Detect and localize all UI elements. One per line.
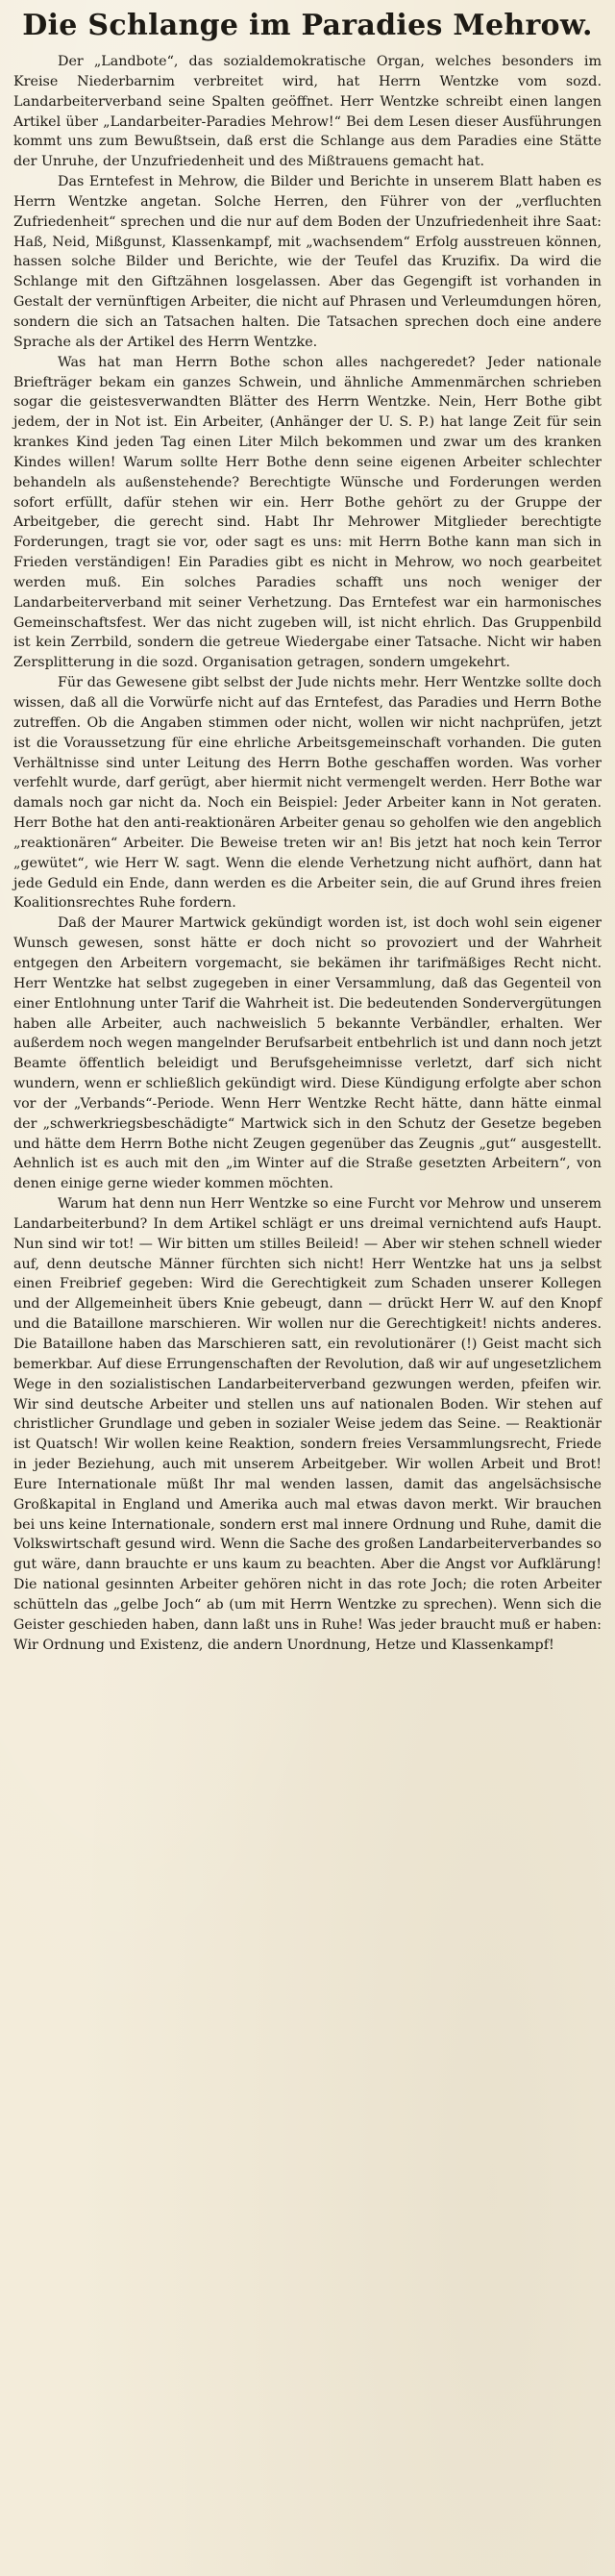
- article-title: Die Schlange im Paradies Mehrow.: [22, 9, 593, 42]
- article-paragraph: Daß der Maurer Martwick gekündigt worden ist, ist doch wohl sein eigener Wunsch gewesen, sonst hätte er doch nicht so provoziert und der Wahrheit entgegen den Arbeitern vorgemacht, sie bekämen ihr tarifmäßiges Recht nicht. Herr Wentzke hat selbst zugegeben in einer Versammlung, daß das Gegenteil von einer Entlohnung unter Tarif die Wahrheit ist. Die bedeutenden Sondervergütungen haben alle Arbeiter, auch nachweislich 5 bekannte Verbändler, erhalten. Wer außerdem noch wegen mangelnder Berufsarbeit entbehrlich ist und dann noch jetzt Beamte öffentlich beleidigt und Berufsgeheimnisse verletzt, darf sich nicht wundern, wenn er schließlich gekündigt wird. Diese Kündigung erfolgte aber schon vor der „Verbands“-Periode. Wenn Herr Wentzke Recht hätte, dann hätte einmal der „schwerkriegsbeschädigte“ Martwick sich in den Schutz der Gesetze begeben und hätte dem Herrn Bothe nicht Zeugen gegenüber das Zeugnis „gut“ ausgestellt. Aehnlich ist es auch mit den „im Winter auf die Straße gesetzten Arbeitern“, von denen einige gerne wieder kommen möchten.: [13, 915, 602, 1192]
- article-paragraph: Der „Landbote“, das sozialdemokratische Organ, welches besonders im Kreise Niederbarnim verbreitet wird, hat Herrn Wentzke vom sozd. Landarbeiterverband seine Spalten geöffnet. Herr Wentzke schreibt einen langen Artikel über „Landarbeiter-Paradies Mehrow!“ Bei dem Lesen dieser Ausführungen kommt uns zum Bewußtsein, daß erst die Schlange aus dem Paradies eine Stätte der Unruhe, der Unzufriedenheit und des Mißtrauens gemacht hat.: [13, 54, 602, 170]
- article-paragraph: Das Erntefest in Mehrow, die Bilder und Berichte in unserem Blatt haben es Herrn Wentzke angetan. Solche Herren, den Führer von der „verfluchten Zufriedenheit“ sprechen und die nur auf dem Boden der Unzufriedenheit ihre Saat: Haß, Neid, Mißgunst, Klassenkampf, mit „wachsendem“ Erfolg ausstreuen können, hassen solche Bilder und Berichte, wie der Teufel das Kruzifix. Da wird die Schlange mit den Giftzähnen losgelassen. Aber das Gegengift ist vorhanden in Gestalt der vernünftigen Arbeiter, die nicht auf Phrasen und Verleumdungen hören, sondern die sich an Tatsachen halten. Die Tatsachen sprechen doch eine andere Sprache als der Artikel des Herrn Wentzke.: [13, 174, 602, 350]
- article-body: [13, 52, 602, 1656]
- article-paragraph: Was hat man Herrn Bothe schon alles nachgeredet? Jeder nationale Briefträger bekam ein ganzes Schwein, und ähnliche Ammenmärchen schrieben sogar die geistesverwandten Blätter des Herrn Wentzke. Nein, Herr Bothe gibt jedem, der in Not ist. Ein Arbeiter, (Anhänger der U. S. P.) hat lange Zeit für sein krankes Kind jeden Tag einen Liter Milch bekommen und zwar um des kranken Kindes willen! Warum sollte Herr Bothe denn seine eigenen Arbeiter schlechter behandeln als außenstehende? Berechtigte Wünsche und Forderungen werden sofort erfüllt, dafür stehen wir ein. Herr Bothe gehört zu der Gruppe der Arbeitgeber, die gerecht sind. Habt Ihr Mehrower Mitglieder berechtigte Forderungen, tragt sie vor, oder sagt es uns: mit Herrn Bothe kann man sich in Frieden verständigen! Ein Paradies gibt es nicht in Mehrow, wo noch gearbeitet werden muß. Ein solches Paradies schafft uns noch weniger der Landarbeiterverband mit seiner Verhetzung. Das Erntefest war ein harmonisches Gemeinschaftsfest. Wer das nicht zugeben will, ist nicht ehrlich. Das Gruppenbild ist kein Zerrbild, sondern die getreue Wiedergabe einer Tatsache. Nicht wir haben Zersplitterung in die sozd. Organisation getragen, sondern umgekehrt.: [13, 354, 602, 671]
- article-paragraph: Warum hat denn nun Herr Wentzke so eine Furcht vor Mehrow und unserem Landarbeiterbund? In dem Artikel schlägt er uns dreimal vernichtend aufs Haupt. Nun sind wir tot! — Wir bitten um stilles Beileid! — Aber wir stehen schnell wieder auf, denn deutsche Männer fürchten sich nicht! Herr Wentzke hat uns ja selbst einen Freibrief gegeben: Wird die Gerechtigkeit zum Schaden unserer Kollegen und der Allgemeinheit übers Knie gebeugt, dann — drückt Herr W. auf den Knopf und die Bataillone marschieren. Wir wollen nur die Gerechtigkeit! nichts anderes. Die Bataillone haben das Marschieren satt, ein revolutionärer (!) Geist macht sich bemerkbar. Auf diese Errungenschaften der Revolution, daß wir auf ungesetzlichem Wege in den sozialistischen Landarbeiterverband gezwungen werden, pfeifen wir. Wir sind deutsche Arbeiter und stellen uns auf nationalen Boden. Wir stehen auf christlicher Grundlage und geben in sozialer Weise jedem das Seine. — Reaktionär ist Quatsch! Wir wollen keine Reaktion, sondern freies Versammlungsrecht, Friede in jeder Beziehung, auch mit unserem Arbeitgeber. Wir wollen Arbeit und Brot! Eure Internationale müßt Ihr mal wenden lassen, damit das angelsächsische Großkapital in England und Amerika auch mal etwas davon merkt. Wir brauchen bei uns keine Internationale, sondern erst mal innere Ordnung und Ruhe, damit die Volkswirtschaft gesund wird. Wenn die Sache des großen Landarbeiterverbandes so gut wäre, dann brauchte er uns kaum zu beachten. Aber die Angst vor Aufklärung! Die national gesinnten Arbeiter gehören nicht in das rote Joch; die roten Arbeiter schütteln das „gelbe Joch“ ab (um mit Herrn Wentzke zu sprechen). Wenn sich die Geister geschieden haben, dann laßt uns in Ruhe! Was jeder braucht muß er haben: Wir Ordnung und Existenz, die andern Unordnung, Hetze und Klassenkampf!: [13, 1196, 602, 1653]
- article-paragraph: Für das Gewesene gibt selbst der Jude nichts mehr. Herr Wentzke sollte doch wissen, daß all die Vorwürfe nicht auf das Erntefest, das Paradies und Herrn Bothe zutreffen. Ob die Angaben stimmen oder nicht, wollen wir nicht nachprüfen, jetzt ist die Voraussetzung für eine ehrliche Arbeitsgemeinschaft vorhanden. Die guten Verhältnisse sind unter Leitung des Herrn Bothe geschaffen worden. Was vorher verfehlt wurde, darf gerügt, aber hiermit nicht vermengelt werden. Herr Bothe war damals noch gar nicht da. Noch ein Beispiel: Jeder Arbeiter kann in Not geraten. Herr Bothe hat den anti-reaktionären Arbeiter genau so geholfen wie den angeblich „reaktionären“ Arbeiter. Die Beweise treten wir an! Bis jetzt hat noch kein Terror „gewütet“, wie Herr W. sagt. Wenn die elende Verhetzung nicht aufhört, dann hat jede Geduld ein Ende, dann werden es die Arbeiter sein, die auf Grund ihres freien Koalitionsrechtes Ruhe fordern.: [13, 675, 602, 912]
